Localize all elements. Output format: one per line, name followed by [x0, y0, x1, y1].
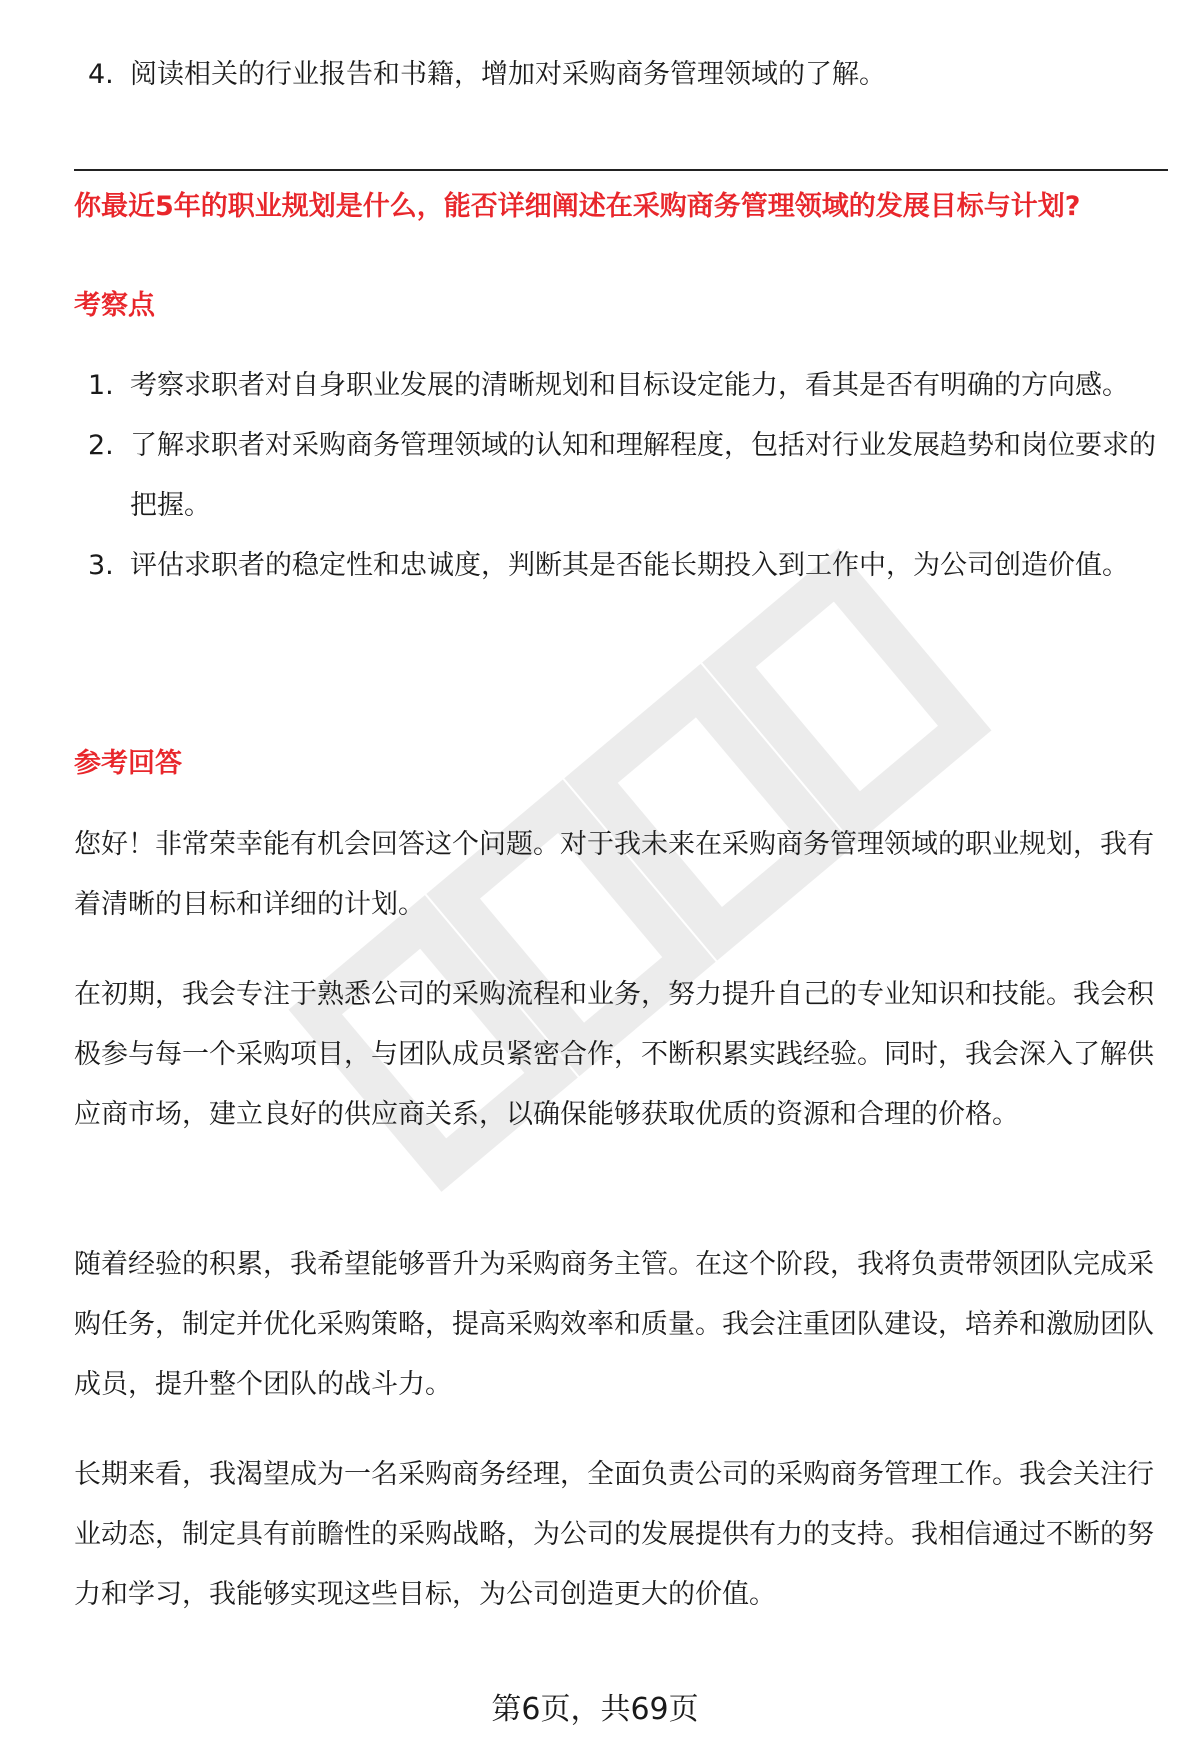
list-item-text: 考察求职者对自身职业发展的清晰规划和目标设定能力，看其是否有明确的方向感。: [130, 370, 1129, 401]
list-item-text: 评估求职者的稳定性和忠诚度，判断其是否能长期投入到工作中，为公司创造价值。: [130, 550, 1129, 581]
answer-paragraph: 在初期，我会专注于熟悉公司的采购流程和业务，努力提升自己的专业知识和技能。我会积极参与每一个采购项目，与团队成员紧密合作，不断积累实践经验。同时，我会深入了解供应商市场，建立良好的供应商关系，以确保能够获取优质的资源和合理的价格。: [74, 979, 1154, 1130]
list-item: [88, 356, 1168, 416]
answer-paragraph: 随着经验的积累，我希望能够晋升为采购商务主管。在这个阶段，我将负责带领团队完成采购任务，制定并优化采购策略，提高采购效率和质量。我会注重团队建设，培养和激励团队成员，提升整个团队的战斗力。: [74, 1249, 1154, 1400]
points-heading: 考察点: [74, 290, 155, 321]
question-title: 你最近5年的职业规划是什么，能否详细阐述在采购商务管理领域的发展目标与计划?: [74, 191, 1081, 222]
list-item-number: 2.: [88, 430, 114, 461]
prior-list: [88, 45, 1168, 105]
answer-heading: 参考回答: [74, 748, 182, 779]
list-item-text: 了解求职者对采购商务管理领域的认知和理解程度，包括对行业发展趋势和岗位要求的把握。: [130, 430, 1156, 521]
list-item-number: 1.: [88, 370, 114, 401]
list-item-text: 阅读相关的行业报告和书籍，增加对采购商务管理领域的了解。: [130, 59, 886, 90]
list-item: [88, 416, 1168, 536]
list-item: [88, 45, 1168, 105]
list-item-number: 3.: [88, 550, 114, 581]
list-item: [88, 536, 1168, 596]
answer-paragraph: 长期来看，我渴望成为一名采购商务经理，全面负责公司的采购商务管理工作。我会关注行业动态，制定具有前瞻性的采购战略，为公司的发展提供有力的支持。我相信通过不断的努力和学习，我能够实现这些目标，为公司创造更大的价值。: [74, 1459, 1154, 1610]
points-list: [88, 356, 1168, 596]
answer-paragraph: 您好！非常荣幸能有机会回答这个问题。对于我未来在采购商务管理领域的职业规划，我有着清晰的目标和详细的计划。: [74, 829, 1154, 920]
list-item-number: 4.: [88, 59, 114, 90]
section-divider: [74, 169, 1168, 171]
page-number: 第6页，共69页: [491, 1692, 699, 1727]
